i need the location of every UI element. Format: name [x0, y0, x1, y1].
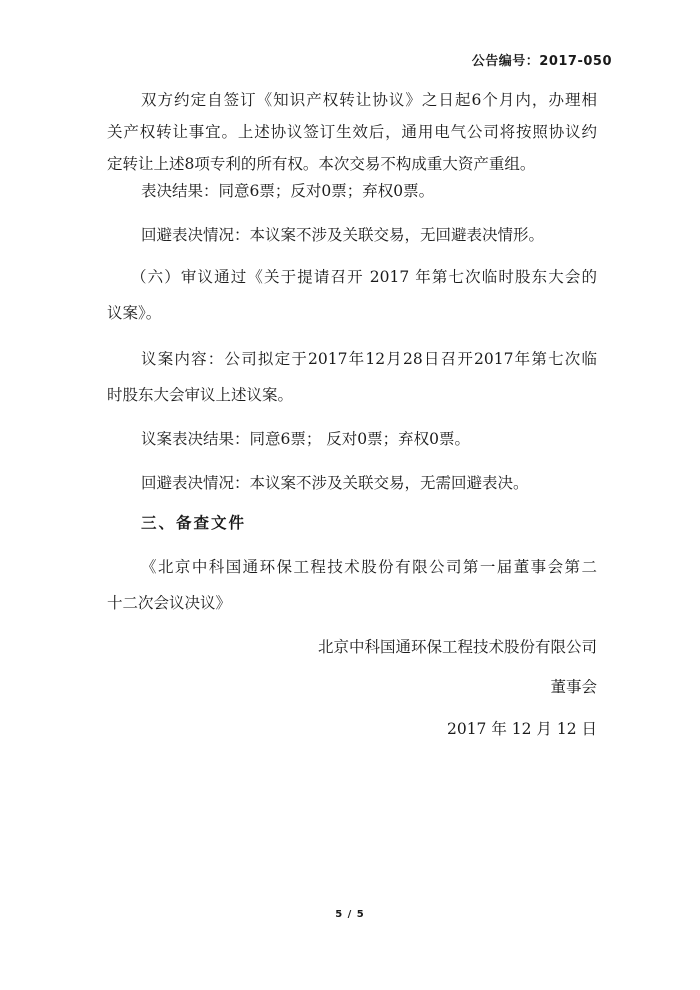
signature-date: 2017 年 12 月 12 日 [446, 720, 597, 738]
signature-company: 北京中科国通环保工程技术股份有限公司 [317, 638, 597, 656]
agenda-item-content: 时股东大会审议上述议案。 [107, 386, 294, 404]
reference-document: 十二次会议决议》 [107, 594, 232, 612]
vote-result: 表决结果：同意6票；反对0票；弃权0票。 [141, 182, 435, 200]
agenda-item-title: （六）审议通过《关于提请召开 2017 年第七次临时股东大会的 [131, 268, 597, 286]
agenda-item-title: 议案》。 [107, 304, 162, 322]
paragraph-line: 关产权转让事宜。上述协议签订生效后，通用电气公司将按照协议约 [107, 123, 597, 141]
agenda-item-content: 议案内容：公司拟定于2017年12月28日召开2017年第七次临 [141, 350, 597, 368]
avoidance-statement: 回避表决情况：本议案不涉及关联交易，无需回避表决。 [141, 474, 529, 492]
paragraph-line: 定转让上述8项专利的所有权。本次交易不构成重大资产重组。 [107, 155, 536, 173]
avoidance-statement: 回避表决情况：本议案不涉及关联交易，无回避表决情形。 [141, 226, 545, 244]
announcement-number: 公告编号：2017-050 [471, 54, 612, 69]
page-number: 5 / 5 [335, 909, 365, 920]
vote-result: 议案表决结果：同意6票； 反对0票；弃权0票。 [141, 430, 471, 448]
paragraph-line: 双方约定自签订《知识产权转让协议》之日起6个月内，办理相 [141, 91, 597, 109]
signature-board: 董事会 [550, 678, 597, 696]
reference-document: 《北京中科国通环保工程技术股份有限公司第一届董事会第二 [141, 558, 597, 576]
document-body [107, 88, 597, 738]
section-heading: 三、备查文件 [141, 514, 247, 532]
